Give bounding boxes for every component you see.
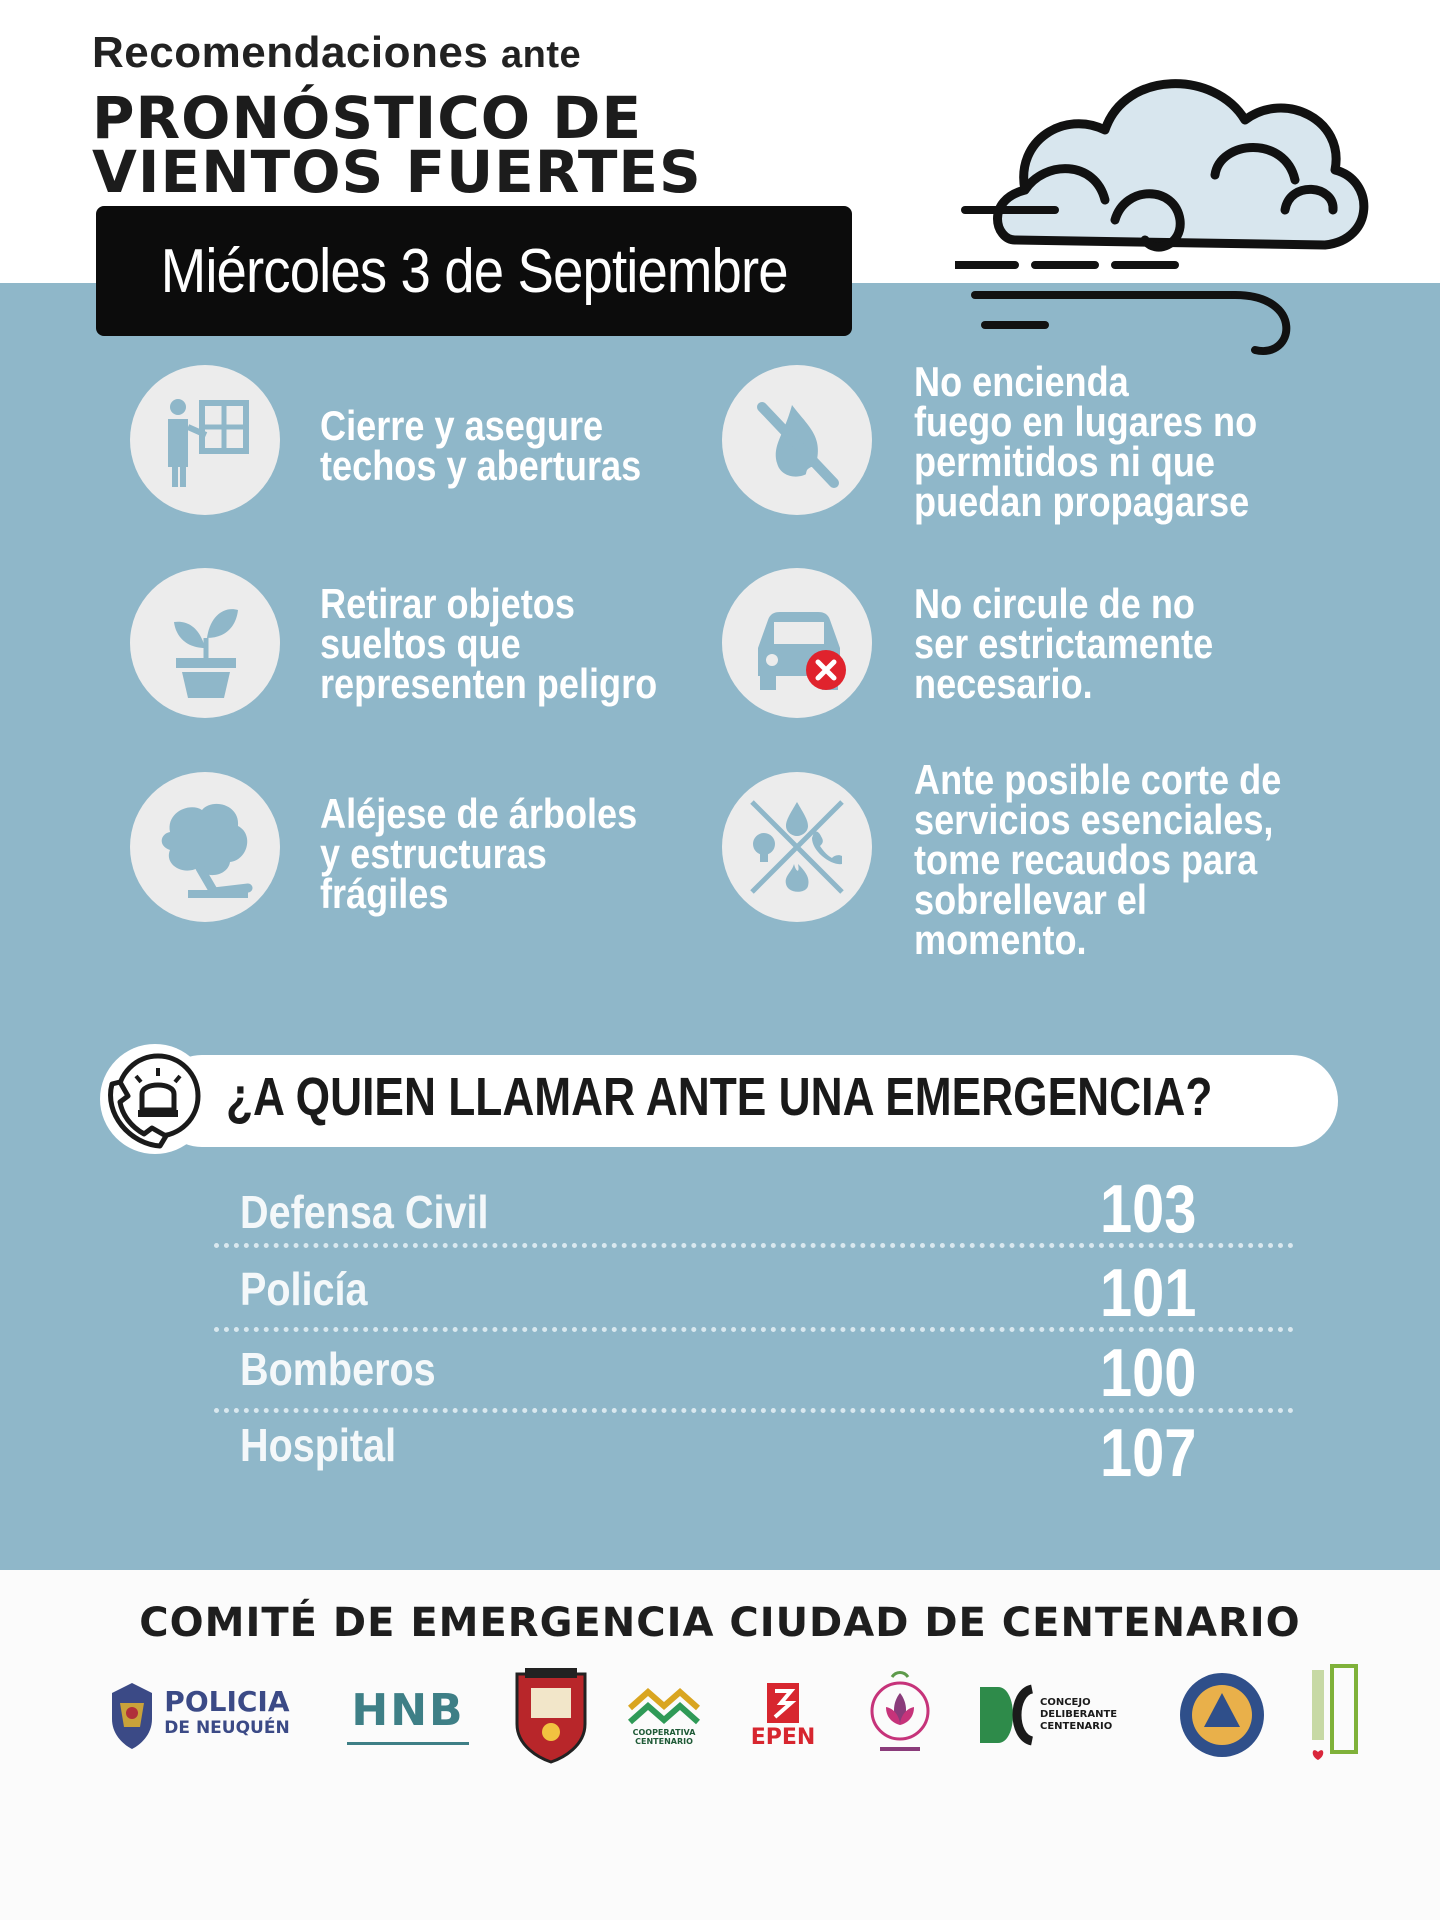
window-person-icon bbox=[130, 365, 280, 515]
date-banner bbox=[96, 206, 852, 336]
cooperativa-logo: COOPERATIVA CENTENARIO bbox=[618, 1660, 710, 1770]
date-text: Miércoles 3 de Septiembre bbox=[160, 236, 788, 306]
centenario-vertical-logo bbox=[1298, 1660, 1368, 1770]
recommendation-1-text: Cierre y asegure techos y aberturas bbox=[320, 402, 642, 489]
contact-number-defensa-civil[interactable]: 103 bbox=[1100, 1171, 1197, 1247]
contact-name-hospital: Hospital bbox=[240, 1419, 397, 1471]
committee-title: COMITÉ DE EMERGENCIA CIUDAD DE CENTENARIO bbox=[139, 1600, 1301, 1646]
hnb-logo: HNB bbox=[338, 1660, 478, 1770]
contact-name-bomberos: Bomberos bbox=[240, 1343, 436, 1395]
title-line-1 bbox=[92, 28, 581, 78]
municipal-lotus-logo bbox=[858, 1660, 942, 1770]
cooperativa-roof-icon bbox=[626, 1684, 702, 1728]
phone-alarm-icon bbox=[100, 1044, 210, 1154]
epen-mark-icon bbox=[763, 1681, 803, 1725]
concejo-deliberante-logo: CONCEJO DELIBERANTE CENTENARIO bbox=[972, 1660, 1122, 1770]
services-icon bbox=[722, 772, 872, 922]
title-line-2: PRONÓSTICO DE bbox=[92, 84, 643, 152]
contact-number-bomberos[interactable]: 100 bbox=[1100, 1335, 1197, 1411]
car-cross-icon bbox=[722, 568, 872, 718]
recommendation-4-text: No circule de no ser estrictamente necesario. bbox=[914, 580, 1214, 707]
recommendation-6-text: Ante posible corte de servicios esenciales, tome recaudos para sobrellevar el momento. bbox=[914, 756, 1282, 963]
policia-neuquen-logo: POLICIA DE NEUQUÉN bbox=[78, 1660, 318, 1770]
plant-pot-icon bbox=[130, 568, 280, 718]
police-shield-icon bbox=[106, 1679, 158, 1751]
divider-dots bbox=[214, 1408, 1294, 1413]
title-suffix-word: ante bbox=[501, 34, 582, 76]
epen-logo: EPEN bbox=[738, 1660, 828, 1770]
emergency-title: ¿A QUIEN LLAMAR ANTE UNA EMERGENCIA? bbox=[226, 1067, 1213, 1127]
contact-number-hospital[interactable]: 107 bbox=[1100, 1415, 1197, 1491]
centenario-crest-logo bbox=[510, 1660, 592, 1770]
defensa-civil-logo bbox=[1176, 1660, 1268, 1770]
divider-dots bbox=[214, 1327, 1294, 1332]
recommendation-5-text: Aléjese de árboles y estructuras frágiles bbox=[320, 790, 638, 917]
contact-name-defensa-civil: Defensa Civil bbox=[240, 1186, 489, 1238]
fallen-tree-icon bbox=[130, 772, 280, 922]
contact-name-policia: Policía bbox=[240, 1263, 368, 1315]
contact-number-policia[interactable]: 101 bbox=[1100, 1255, 1197, 1331]
title-main-word: Recomendaciones bbox=[92, 28, 489, 77]
cloud-wind-icon bbox=[955, 50, 1375, 380]
no-fire-icon bbox=[722, 365, 872, 515]
concejo-mark-icon bbox=[974, 1679, 1036, 1751]
recommendation-2-text: No encienda fuego en lugares no permitidos ni que puedan propagarse bbox=[914, 358, 1258, 525]
divider-dots bbox=[214, 1243, 1294, 1248]
recommendation-3-text: Retirar objetos sueltos que representen peligro bbox=[320, 580, 658, 707]
title-line-3: VIENTOS FUERTES bbox=[92, 138, 702, 206]
